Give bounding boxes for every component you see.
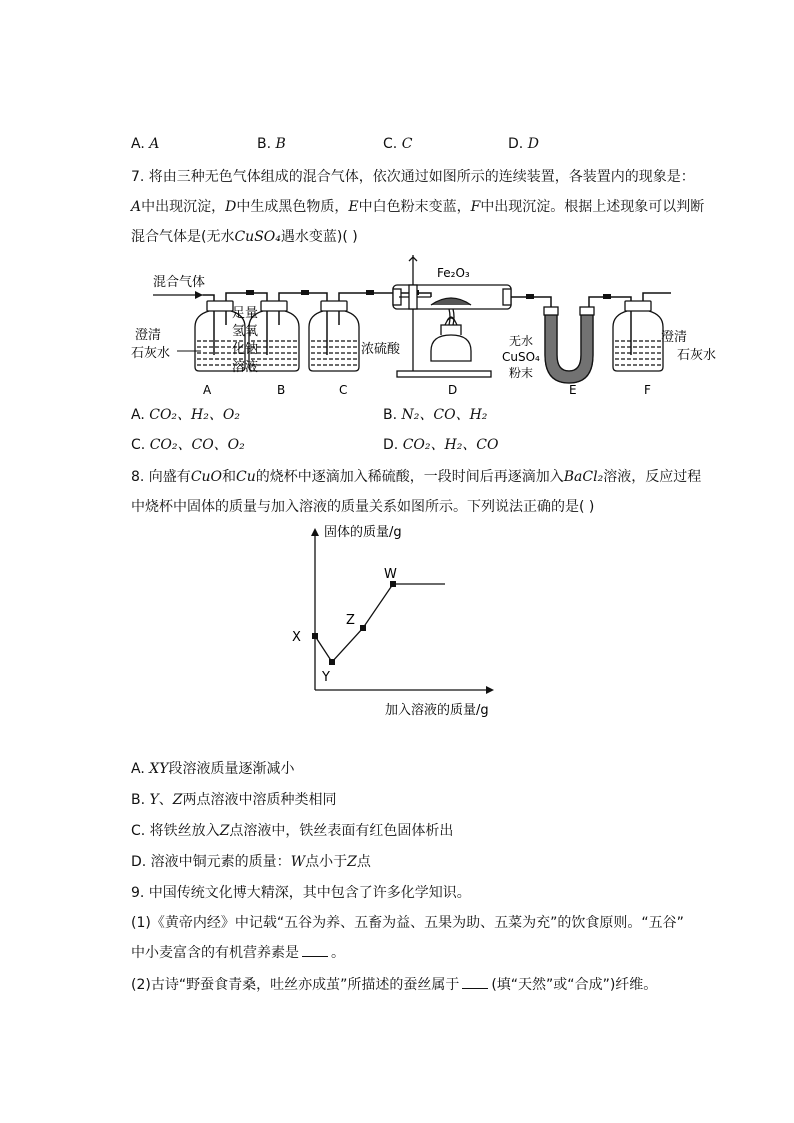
naoh-label-3: 化钠	[232, 342, 259, 357]
label-d: D	[448, 383, 458, 397]
q8-stem-line1: 8. 向盛有CuO和Cu的烧杯中逐滴加入稀硫酸，一段时间后再逐滴加入BaCl₂溶液，反应过程	[131, 469, 702, 485]
point-x-marker	[312, 633, 318, 639]
label-c: C	[339, 383, 348, 397]
answer-blank-2[interactable]	[462, 976, 488, 989]
u-tube-e	[544, 307, 594, 383]
point-z-marker	[360, 625, 366, 631]
cuso4-label-2: CuSO₄	[502, 350, 540, 364]
q8-option-a: A. XY段溶液质量逐渐减小	[131, 761, 295, 777]
q7-option-b: B. N₂、CO、H₂	[383, 407, 488, 423]
cuso4-label-3: 粉末	[509, 366, 534, 380]
q6-option-d: D. D	[508, 136, 539, 152]
limewater-f-label-2: 石灰水	[677, 348, 717, 363]
q9-stem: 9. 中国传统文化博大精深，其中包含了许多化学知识。	[131, 885, 471, 901]
q7-stem-line1: 7. 将由三种无色气体组成的混合气体，依次通过如图所示的连续装置，各装置内的现象是：	[131, 169, 695, 185]
q7-stem-line3: 混合气体是(无水CuSO₄遇水变蓝)( )	[131, 229, 358, 245]
point-z-label: Z	[346, 613, 355, 628]
q7-stem-line2: A中出现沉淀，D中生成黑色物质，E中白色粉末变蓝，F中出现沉淀。根据上述现象可以判断	[131, 199, 705, 215]
naoh-label-1: 足量	[232, 306, 259, 321]
point-y-label: Y	[322, 670, 330, 685]
limewater-a-label-2: 石灰水	[131, 346, 171, 361]
graph-xlabel: 加入溶液的质量/g	[385, 703, 489, 718]
label-b: B	[277, 383, 286, 397]
bottle-c	[309, 301, 359, 371]
q9-part1-line2: 中小麦富含的有机营养素是 。	[131, 945, 345, 961]
q9-part1-line1: (1)《黄帝内经》中记载“五谷为养、五畜为益、五果为助、五菜为充”的饮食原则。“五谷”	[131, 915, 684, 931]
label-f: F	[644, 383, 651, 397]
q8-option-d: D. 溶液中铜元素的质量：W点小于Z点	[131, 854, 371, 870]
limewater-f-label-1: 澄清	[660, 330, 687, 345]
q7-option-a: A. CO₂、H₂、O₂	[131, 407, 240, 423]
q8-option-b: B. Y、Z两点溶液中溶质种类相同	[131, 792, 337, 808]
q6-option-c: C. C	[383, 136, 413, 152]
limewater-a-label-1: 澄清	[135, 328, 162, 343]
graph-curve	[315, 584, 445, 662]
label-e: E	[569, 383, 577, 397]
naoh-label-2: 氢氧	[232, 324, 259, 339]
cuso4-label-1: 无水	[509, 334, 534, 348]
bottle-f	[613, 301, 663, 371]
q8-stem-line2: 中烧杯中固体的质量与加入溶液的质量关系如图所示。下列说法正确的是( )	[131, 499, 595, 515]
fe2o3-label: Fe₂O₃	[437, 266, 470, 280]
point-w-label: W	[384, 567, 397, 582]
point-x-label: X	[292, 630, 301, 645]
q7-option-c: C. CO₂、CO、O₂	[131, 437, 245, 453]
q6-option-a: A. A	[131, 136, 160, 152]
q7-option-d: D. CO₂、H₂、CO	[383, 437, 499, 453]
naoh-label-4: 溶液	[232, 360, 259, 375]
q8-mass-graph	[280, 522, 510, 722]
gas-label: 混合气体	[153, 275, 206, 290]
label-a: A	[203, 383, 212, 397]
point-y-marker	[329, 659, 335, 665]
q9-part2: (2)古诗“野蚕食青桑，吐丝亦成茧”所描述的蚕丝属于 (填“天然”或“合成”)纤维。	[131, 977, 658, 993]
q6-option-b: B. B	[257, 136, 286, 152]
answer-blank-1[interactable]	[302, 944, 328, 957]
h2so4-label: 浓硫酸	[361, 342, 401, 357]
q7-apparatus-diagram	[131, 255, 717, 400]
q8-option-c: C. 将铁丝放入Z点溶液中，铁丝表面有红色固体析出	[131, 823, 454, 839]
graph-ylabel: 固体的质量/g	[324, 525, 402, 540]
